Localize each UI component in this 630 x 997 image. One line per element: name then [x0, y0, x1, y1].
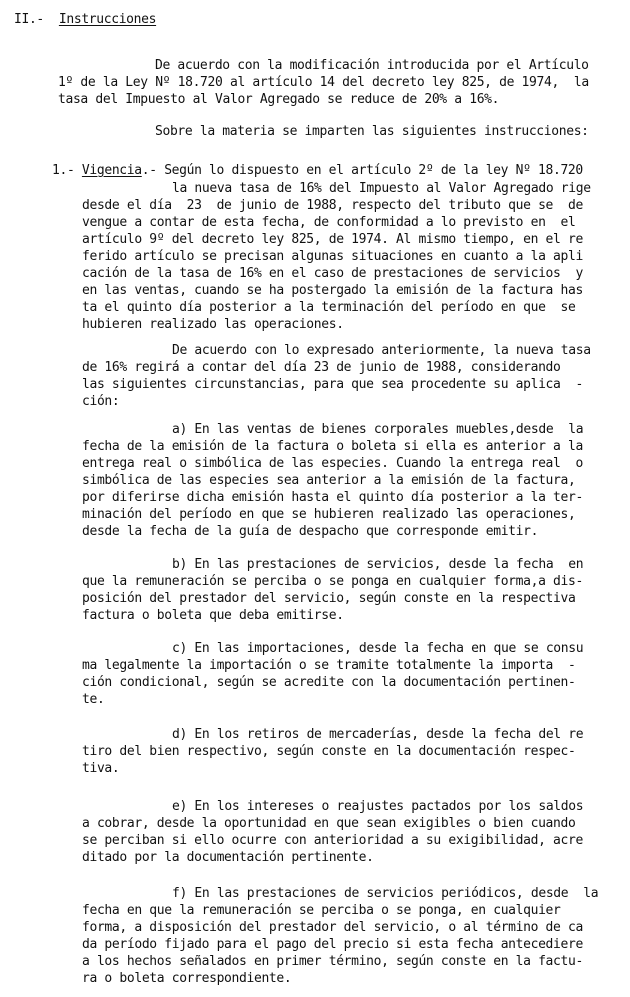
intro-line-3: tasa del Impuesto al Valor Agregado se reduce de 20% a 16%. — [58, 92, 500, 107]
item1-title: Vigencia — [81, 163, 142, 178]
subitem-b-line: factura o boleta que deba emitirse. — [82, 608, 344, 623]
subitem-f-line: forma, a disposición del prestador del servicio, o al término de ca — [82, 920, 583, 935]
subitem-f-line: f) En las prestaciones de servicios periódicos, desde la — [172, 886, 599, 901]
item1-line: artículo 9º del decreto ley 825, de 1974. Al mismo tiempo, en el re — [82, 232, 583, 247]
item1-first-line — [52, 163, 583, 179]
subitem-e-line: e) En los intereses o reajustes pactados por los saldos — [172, 799, 584, 814]
intro-line-2: 1º de la Ley Nº 18.720 al artículo 14 del decreto ley 825, de 1974, la — [58, 75, 589, 90]
item1-line: en las ventas, cuando se ha postergado la emisión de la factura has — [82, 283, 583, 298]
subitem-c-line: c) En las importaciones, desde la fecha en que se consu — [172, 641, 584, 656]
subitem-c-line: ción condicional, según se acredite con la documentación pertinen- — [82, 675, 576, 690]
section-title: Instrucciones — [58, 12, 157, 27]
item1-title-suffix: .- — [141, 163, 157, 178]
item1-first-text: Según lo dispuesto en el artículo 2º de la ley Nº 18.720 — [156, 163, 583, 178]
subitem-c-line: te. — [82, 692, 105, 707]
section-heading — [14, 12, 156, 28]
subitem-d-line: tiro del bien respectivo, según conste en la documentación respec- — [82, 744, 576, 759]
subitem-e-line: a cobrar, desde la oportunidad en que sean exigibles o bien cuando — [82, 816, 576, 831]
para2-line: De acuerdo con lo expresado anteriormente, la nueva tasa — [172, 343, 591, 358]
subitem-f-line: ra o boleta correspondiente. — [82, 971, 292, 986]
subitem-e-line: ditado por la documentación pertinente. — [82, 850, 374, 865]
item1-line: la nueva tasa de 16% del Impuesto al Valor Agregado rige — [172, 181, 591, 196]
subitem-d-line: tiva. — [82, 761, 120, 776]
subitem-e-line: se perciban si ello ocurre con anterioridad a su exigibilidad, acre — [82, 833, 583, 848]
para2-line: ción: — [82, 394, 120, 409]
section-number: II.- — [14, 12, 44, 27]
item1-line: desde el día 23 de junio de 1988, respecto del tributo que se de — [82, 198, 583, 213]
subitem-a-line: por diferirse dicha emisión hasta el quinto día posterior a la ter- — [82, 490, 583, 505]
subitem-a-line: simbólica de las especies sea anterior a la emisión de la factura, — [82, 473, 576, 488]
subitem-d-line: d) En los retiros de mercaderías, desde la fecha del re — [172, 727, 584, 742]
subitem-c-line: ma legalmente la importación o se tramite totalmente la importa - — [82, 658, 576, 673]
subitem-b-line: que la remuneración se perciba o se ponga en cualquier forma,a dis- — [82, 574, 583, 589]
subitem-a-line: minación del período en que se hubieren realizado las operaciones, — [82, 507, 576, 522]
para2-line: de 16% regirá a contar del día 23 de junio de 1988, considerando — [82, 360, 561, 375]
subitem-a-line: entrega real o simbólica de las especies. Cuando la entrega real o — [82, 456, 583, 471]
item1-line: hubieren realizado las operaciones. — [82, 317, 344, 332]
subitem-a-line: a) En las ventas de bienes corporales muebles,desde la — [172, 422, 584, 437]
instructions-intro: Sobre la materia se imparten las siguientes instrucciones: — [155, 124, 589, 139]
subitem-f-line: fecha en que la remuneración se perciba o se ponga, en cualquier — [82, 903, 561, 918]
item1-line: cación de la tasa de 16% en el caso de prestaciones de servicios y — [82, 266, 583, 281]
item1-line: vengue a contar de esta fecha, de conformidad a lo previsto en el — [82, 215, 576, 230]
item1-line: ta el quinto día posterior a la terminación del período en que se — [82, 300, 576, 315]
item1-line: ferido artículo se precisan algunas situaciones en cuanto a la apli — [82, 249, 583, 264]
intro-line-1: De acuerdo con la modificación introducida por el Artículo — [155, 58, 589, 73]
subitem-a-line: desde la fecha de la guía de despacho que corresponde emitir. — [82, 524, 539, 539]
subitem-a-line: fecha de la emisión de la factura o boleta si ella es anterior a la — [82, 439, 583, 454]
item1-number: 1.- — [52, 163, 75, 178]
para2-line: las siguientes circunstancias, para que sea procedente su aplica - — [82, 377, 583, 392]
subitem-f-line: a los hechos señalados en primer término, según conste en la factu- — [82, 954, 583, 969]
subitem-f-line: da período fijado para el pago del precio si esta fecha antecediere — [82, 937, 583, 952]
subitem-b-line: posición del prestador del servicio, según conste en la respectiva — [82, 591, 576, 606]
subitem-b-line: b) En las prestaciones de servicios, desde la fecha en — [172, 557, 584, 572]
